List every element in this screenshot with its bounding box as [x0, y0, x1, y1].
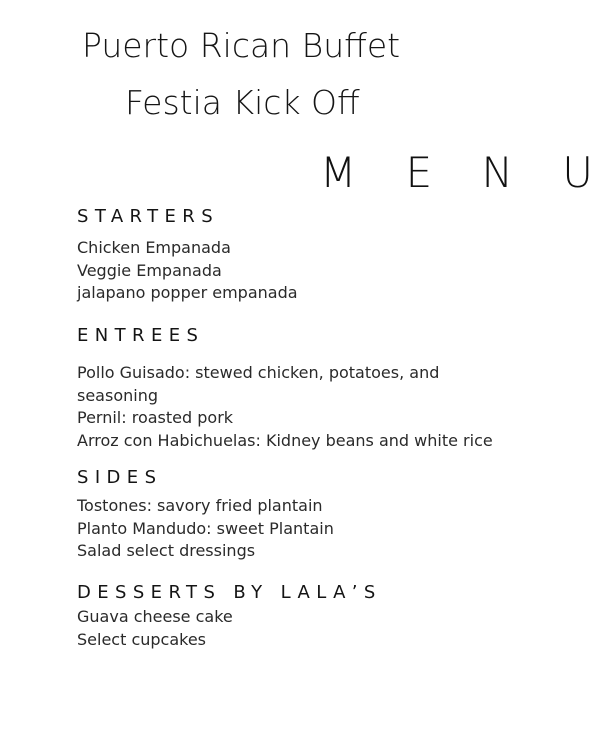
list-item: Pernil: roasted pork	[77, 408, 234, 427]
menu-heading: M E N U	[320, 148, 611, 197]
title-line-1: Puerto Rican Buffet	[82, 26, 401, 65]
title-line-2: Festia Kick Off	[125, 83, 360, 122]
list-item: Chicken Empanada	[77, 238, 231, 257]
list-item: Arroz con Habichuelas: Kidney beans and white rice	[77, 430, 493, 450]
starters-list	[77, 237, 517, 305]
sides-list	[77, 495, 517, 563]
section-heading-desserts: DESSERTS BY LALA’S	[77, 582, 382, 603]
entrees-list	[77, 362, 517, 452]
desserts-list	[77, 606, 517, 651]
list-item: Planto Mandudo: sweet Plantain	[77, 518, 334, 538]
list-item: Tostones: savory fried plantain	[77, 496, 323, 515]
list-item: Veggie Empanada	[77, 260, 222, 280]
section-heading-sides: SIDES	[77, 467, 163, 488]
list-item: jalapano popper empanada	[77, 283, 298, 302]
list-item: Select cupcakes	[77, 629, 207, 649]
section-heading-starters: STARTERS	[77, 206, 220, 227]
list-item: Salad select dressings	[77, 541, 256, 560]
list-item: Guava cheese cake	[77, 607, 233, 626]
section-heading-entrees: ENTREES	[77, 325, 205, 346]
list-item: Pollo Guisado: stewed chicken, potatoes, and seasoning	[77, 363, 440, 405]
